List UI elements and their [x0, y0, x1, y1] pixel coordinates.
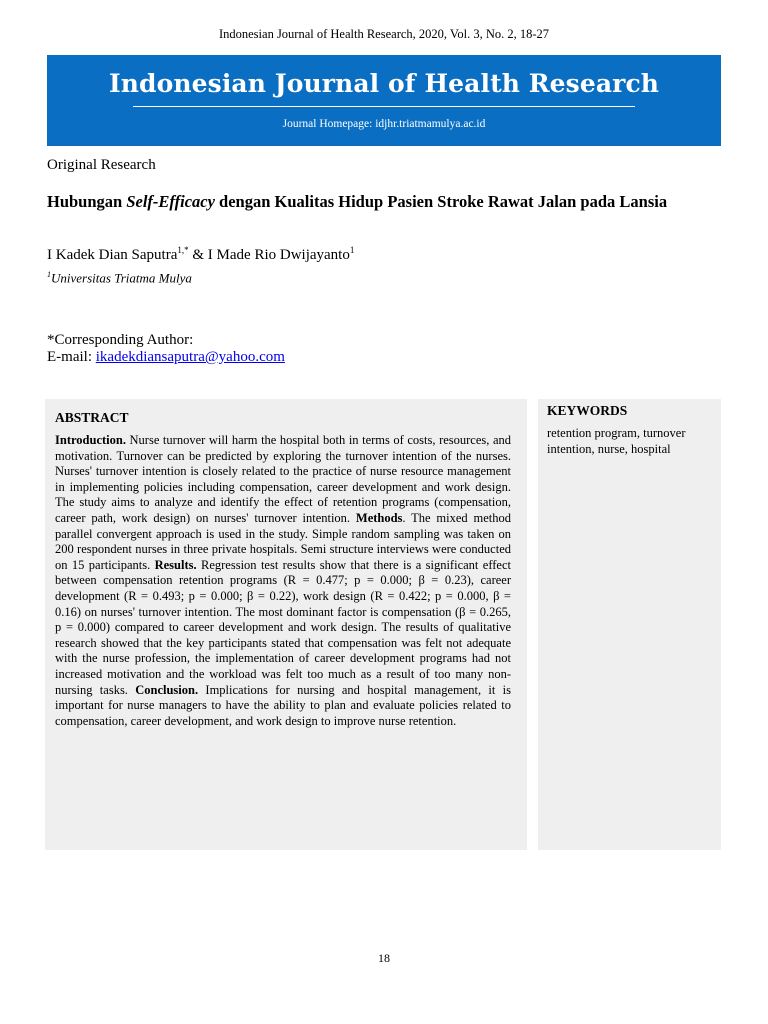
- affiliation-number: 1: [47, 270, 51, 279]
- title-part1: Hubungan: [47, 192, 127, 211]
- journal-banner: [47, 55, 721, 146]
- article-title: [47, 192, 707, 212]
- article-type: Original Research: [47, 157, 156, 173]
- author-2-affil: 1: [349, 245, 355, 255]
- intro-label: Introduction.: [55, 433, 126, 447]
- author-2: I Made Rio Dwijayanto: [207, 247, 350, 263]
- email-label: E-mail:: [47, 349, 96, 365]
- methods-text: . The mixed method parallel convergent approach is used in the study. Simple random sampling was taken on 200 respondent nurses in three private hospitals. Semi structure interviews were conducted on 15 participants.: [55, 510, 511, 572]
- results-label: Results.: [154, 557, 197, 572]
- banner-divider: [133, 106, 635, 107]
- results-text: Regression test results show that there is a significant effect between compensation retention programs (R = 0.477; p = 0.000; β = 0.23), career development (R = 0.493; p = 0.000; β = 0.22), work design (R = 0.422; p = 0.000, β = 0.16) on nurses' turnover intention. The most dominant factor is compensation (β = 0.265, p = 0.000) compared to career development and work design. The results of qualitative research showed that the key participants stated that compensation was felt not adequate with the nurse profession, the implementation of career development programs had not increased motivation and the workload was felt too much as a result of too many non-nursing tasks.: [55, 557, 511, 697]
- title-part2: dengan Kualitas Hidup Pasien Stroke Rawat Jalan pada Lansia: [214, 192, 668, 211]
- abstract-body: [55, 433, 511, 729]
- affiliation: [47, 270, 192, 286]
- author-list: [47, 245, 354, 264]
- author-separator: &: [188, 247, 208, 263]
- methods-label: Methods: [355, 510, 403, 525]
- corresponding-author: [47, 332, 285, 366]
- abstract-panel: [45, 399, 527, 850]
- corresponding-label: *Corresponding Author:: [47, 332, 194, 348]
- affiliation-name: Universitas Triatma Mulya: [51, 270, 192, 286]
- journal-homepage: Journal Homepage: idjhr.triatmamulya.ac.id: [282, 118, 486, 130]
- author-1: I Kadek Dian Saputra: [47, 247, 178, 263]
- journal-title: Indonesian Journal of Health Research: [108, 69, 660, 98]
- running-head: Indonesian Journal of Health Research, 2020, Vol. 3, No. 2, 18-27: [218, 27, 550, 41]
- keywords-heading: KEYWORDS: [547, 403, 628, 418]
- title-italic: Self-Efficacy: [126, 192, 215, 211]
- intro-text: Nurse turnover will harm the hospital both in terms of costs, resources, and motivation. Turnover can be predicted by exploring the turnover intention of the nurses. Nurses' turnover intention is closely related to the practice of nurse resource management in implementing policies including compensation, career development and work design. The study aims to analyze and identify the effect of retention programs (compensation, career path, work design) on nurses' turnover intention.: [55, 433, 511, 525]
- page-number: 18: [378, 951, 390, 965]
- keywords-text: retention program, turnover intention, nurse, hospital: [547, 426, 686, 456]
- email-link[interactable]: ikadekdiansaputra@yahoo.com: [95, 349, 285, 365]
- conclusion-label: Conclusion.: [135, 682, 199, 697]
- abstract-heading: ABSTRACT: [55, 410, 129, 425]
- conclusion-text: Implications for nursing and hospital management, it is important for nurse managers to have the ability to plan and evaluate policies related to compensation, career development, and work design to improve nurse retention.: [55, 682, 511, 728]
- author-1-affil: 1,*: [177, 245, 189, 255]
- keywords-panel: [538, 399, 721, 850]
